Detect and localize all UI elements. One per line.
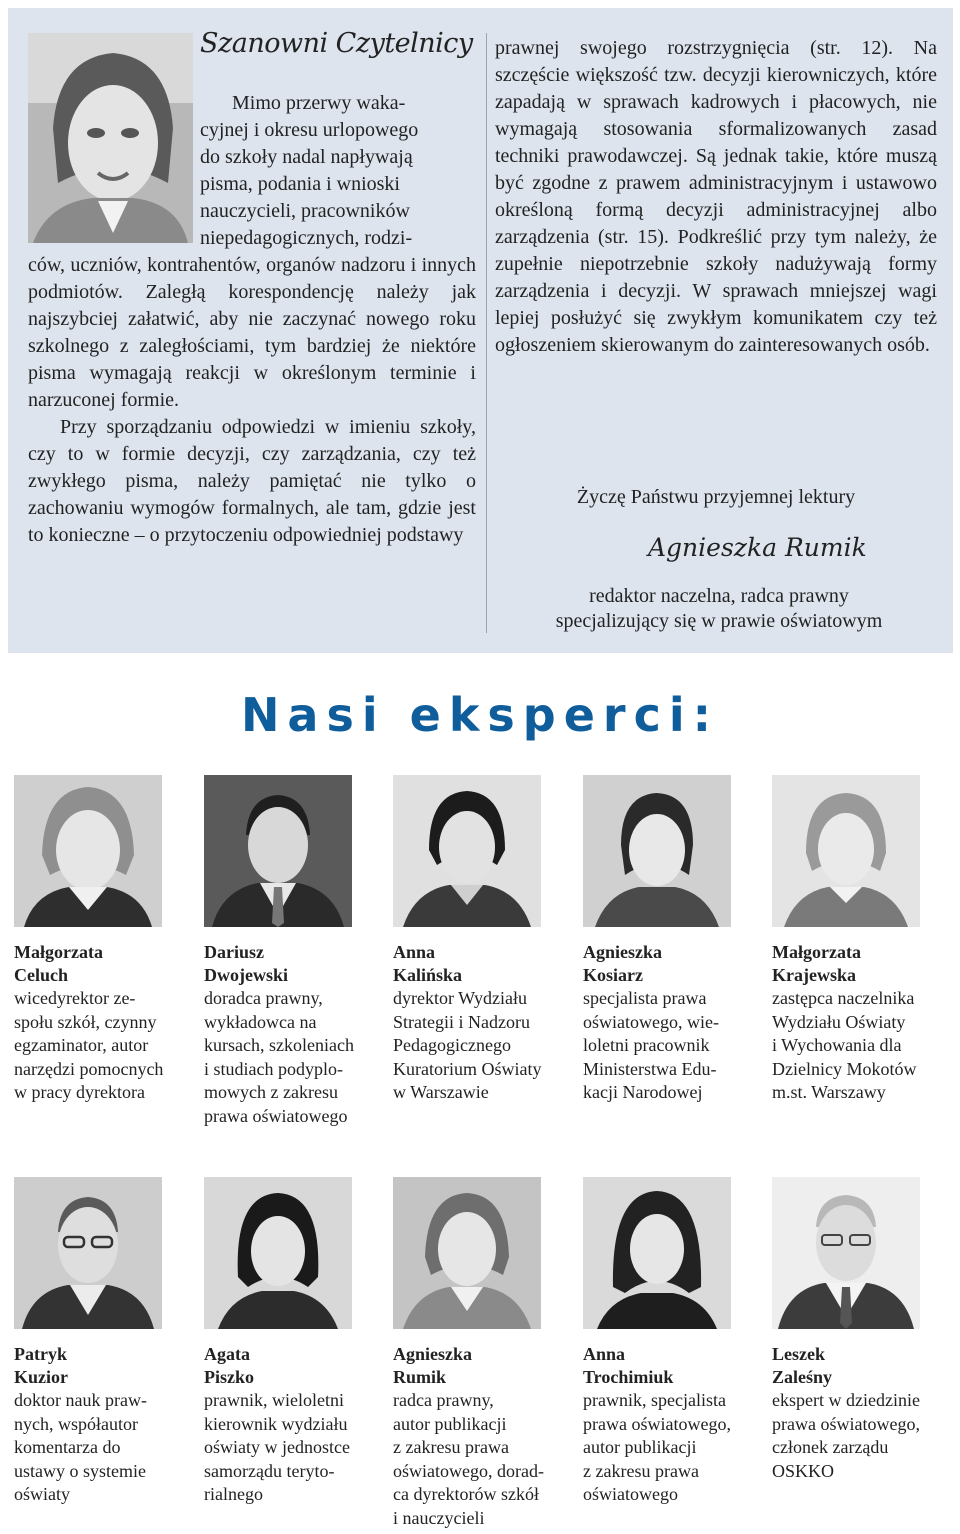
expert-desc-line: w Warszawie [393,1082,489,1102]
expert-photo [393,775,541,927]
expert-photo-image [204,775,352,927]
editorial-paragraph-1: ców, uczniów, kontrahentów, organów nadzoru i innych podmiotów. Zaległą korespondencję należy jak najszybciej załatwić, aby nie zaczynać nowego roku szkolnego z zaległościami, tym bardziej że niektóre pisma wymagają reakcji w określonym terminie i narzuconej formie. [28,254,476,411]
expert-first-name: Agata [204,1344,250,1364]
expert-desc-line: autor publikacji [583,1437,697,1457]
expert-desc-line: autor publikacji [393,1413,507,1434]
expert-desc-line: prawnik, wieloletni [204,1390,344,1410]
expert-description [393,987,575,1105]
expert-description [772,987,954,1105]
expert-first-name: Małgorzata [14,942,103,962]
expert-name [393,1343,575,1389]
editorial-paragraph-2: Przy sporządzaniu odpowiedzi w imieniu szkoły, czy to w formie decyzji, czy zarządzania, czy też zwykłego pisma, należy pamiętać nie tylko o zachowaniu wymogów formalnych, ale tam, gdzie jest to konieczne – o przytoczeniu odpowiedniej podstawy [28,416,476,546]
expert-first-name: Dariusz [204,942,264,962]
expert-description [583,1389,765,1507]
expert-last-name: Kosiarz [583,965,643,985]
expert-desc-line: Ministerstwa Edu- [583,1058,717,1079]
expert-description [772,1389,954,1483]
expert-desc-line: Kuratorium Oświaty [393,1058,542,1079]
expert-desc-line: w pracy dyrektora [14,1082,145,1102]
expert-description [204,987,386,1128]
expert-last-name: Kalińska [393,965,463,985]
expert-first-name: Agnieszka [583,942,663,962]
expert-description [393,1389,575,1530]
expert-desc-line: i nauczycieli [393,1507,485,1528]
editorial-paragraph-3: prawnej swojego rozstrzygnięcia (str. 12). Na szczęście większość tzw. decyzji kierowniczych, które zapadają w sprawach kadrowych i płacowych, nie wymagają stosowania sformalizowanych zasad techniki prawodawczej. Są jednak takie, które muszą być zgodne z prawem administracyjnym i ustawowo określoną formą decyzji administracyjnej albo zarządzenia (str. 15). Podkreślić przy tym należy, że zupełnie niepotrzebnie szkoły nadużywają formy zarządzenia i decyzji. W sprawach mniejszej wagi lepiej posłużyć się zwykłym komunikatem czy też ogłoszeniem skierowanym do zainteresowanych osób. [495,37,937,356]
expert-photo-image [204,1177,352,1329]
expert-desc-line: i studiach podyplo- [204,1058,343,1079]
expert-photo-image [393,1177,541,1329]
expert-desc-line: specjalista prawa [583,988,707,1008]
expert-first-name: Małgorzata [772,942,861,962]
expert-desc-line: nych, współautor [14,1413,138,1434]
expert-photo [14,775,162,927]
editor-role-line: specjalizujący się w prawie oświatowym [555,610,883,632]
expert-last-name: Krajewska [772,965,856,985]
expert-desc-line: m.st. Warszawy [772,1082,886,1102]
expert-desc-line: z zakresu prawa [583,1460,699,1481]
expert-desc-line: oświaty w jednostce [204,1437,350,1457]
intro-line: Mimo przerwy waka- [232,92,406,114]
expert-photo [583,1177,731,1329]
expert-desc-line: społu szkół, czynny [14,1011,157,1032]
expert-desc-line: oświatowego [583,1484,678,1504]
expert-desc-line: oświatowego, wie- [583,1011,719,1032]
expert-desc-line: mowych z zakresu [204,1082,338,1102]
expert-desc-line: prawnik, specjalista [583,1390,726,1410]
expert-description [14,987,196,1105]
expert-desc-line: prawa oświatowego, [772,1413,920,1434]
expert-first-name: Patryk [14,1344,67,1364]
salutation-handwritten: Szanowni Czytelnicy [200,28,473,59]
expert-last-name: Kuzior [14,1367,68,1387]
expert-desc-line: rialnego [204,1484,263,1504]
editorial-left-column [28,90,476,549]
intro-line: niepedagogicznych, rodzi- [200,227,413,249]
editorial-right-column [495,35,937,359]
expert-desc-line: doradca prawny, [204,988,323,1008]
expert-description [204,1389,386,1507]
expert-photo [772,1177,920,1329]
expert-photo-image [772,775,920,927]
intro-line: pisma, podania i wnioski [200,173,400,195]
editor-signature: Agnieszka Rumik [648,533,867,562]
expert-photo [583,775,731,927]
intro-line: cyjnej i okresu urlopowego [200,119,419,141]
expert-desc-line: Wydziału Oświaty [772,1011,906,1032]
expert-desc-line: komentarza do [14,1437,121,1457]
expert-photo-image [772,1177,920,1329]
expert-desc-line: radca prawny, [393,1390,494,1410]
intro-line: do szkoły nadal napływają [200,146,413,168]
expert-desc-line: Strategii i Nadzoru [393,1011,530,1032]
expert-desc-line: ustawy o systemie [14,1460,146,1481]
expert-name [14,941,196,987]
expert-name [393,941,575,987]
expert-photo-image [14,775,162,927]
expert-desc-line: kierownik wydziału [204,1413,348,1434]
intro-line: nauczycieli, pracowników [200,200,410,222]
intro-lines [28,90,476,252]
expert-desc-line: członek zarządu [772,1437,889,1457]
expert-name [204,1343,386,1389]
expert-first-name: Anna [583,1344,626,1364]
expert-description [583,987,765,1105]
editor-role [495,584,943,634]
expert-desc-line: narzędzi pomocnych [14,1058,164,1079]
expert-desc-line: kacji Narodowej [583,1082,703,1102]
expert-photo-image [583,1177,731,1329]
expert-photo-image [583,775,731,927]
expert-last-name: Celuch [14,965,68,985]
closing-wish: Życzę Państwu przyjemnej lektury [576,486,856,508]
expert-desc-line: dyrektor Wydziału [393,988,528,1008]
expert-last-name: Dwojewski [204,965,288,985]
expert-desc-line: samorządu teryto- [204,1460,335,1481]
expert-photo [204,1177,352,1329]
expert-first-name: Agnieszka [393,1344,473,1364]
expert-photo [393,1177,541,1329]
expert-desc-line: Pedagogicznego [393,1035,511,1055]
column-divider [486,33,487,633]
expert-first-name: Anna [393,942,436,962]
expert-desc-line: z zakresu prawa [393,1437,509,1457]
expert-photo [204,775,352,927]
expert-desc-line: doktor nauk praw- [14,1390,147,1410]
expert-desc-line: oświaty [14,1484,70,1504]
expert-desc-line: wicedyrektor ze- [14,988,136,1008]
expert-desc-line: wykładowca na [204,1011,317,1032]
expert-name [14,1343,196,1389]
expert-desc-line: kursach, szkoleniach [204,1035,354,1055]
editor-role-line: redaktor naczelna, radca prawny [589,585,849,607]
expert-desc-line: i Wychowania dla [772,1035,902,1055]
expert-last-name: Piszko [204,1367,255,1387]
expert-desc-line: Dzielnicy Mokotów [772,1058,917,1079]
expert-first-name: Leszek [772,1344,825,1364]
expert-name [583,1343,765,1389]
expert-name [204,941,386,987]
expert-last-name: Trochimiuk [583,1367,674,1387]
expert-desc-line: loletni pracownik [583,1035,710,1055]
expert-desc-line: egzaminator, autor [14,1035,149,1055]
expert-desc-line: ca dyrektorów szkół [393,1484,539,1504]
expert-name [583,941,765,987]
expert-last-name: Rumik [393,1367,447,1387]
expert-desc-line: ekspert w dziedzinie [772,1390,920,1410]
expert-desc-line: prawa oświatowego [204,1105,348,1126]
expert-desc-line: oświatowego, dorad- [393,1460,544,1481]
expert-photo-image [14,1177,162,1329]
expert-last-name: Zaleśny [772,1367,833,1387]
experts-heading: Nasi eksperci: [240,688,720,742]
expert-desc-line: OSKKO [772,1460,835,1481]
expert-desc-line: zastępca naczelnika [772,988,915,1008]
expert-description [14,1389,196,1507]
expert-photo [14,1177,162,1329]
editorial-box [8,8,953,653]
expert-name [772,1343,954,1389]
expert-photo-image [393,775,541,927]
expert-name [772,941,954,987]
expert-photo [772,775,920,927]
expert-desc-line: prawa oświatowego, [583,1413,731,1434]
